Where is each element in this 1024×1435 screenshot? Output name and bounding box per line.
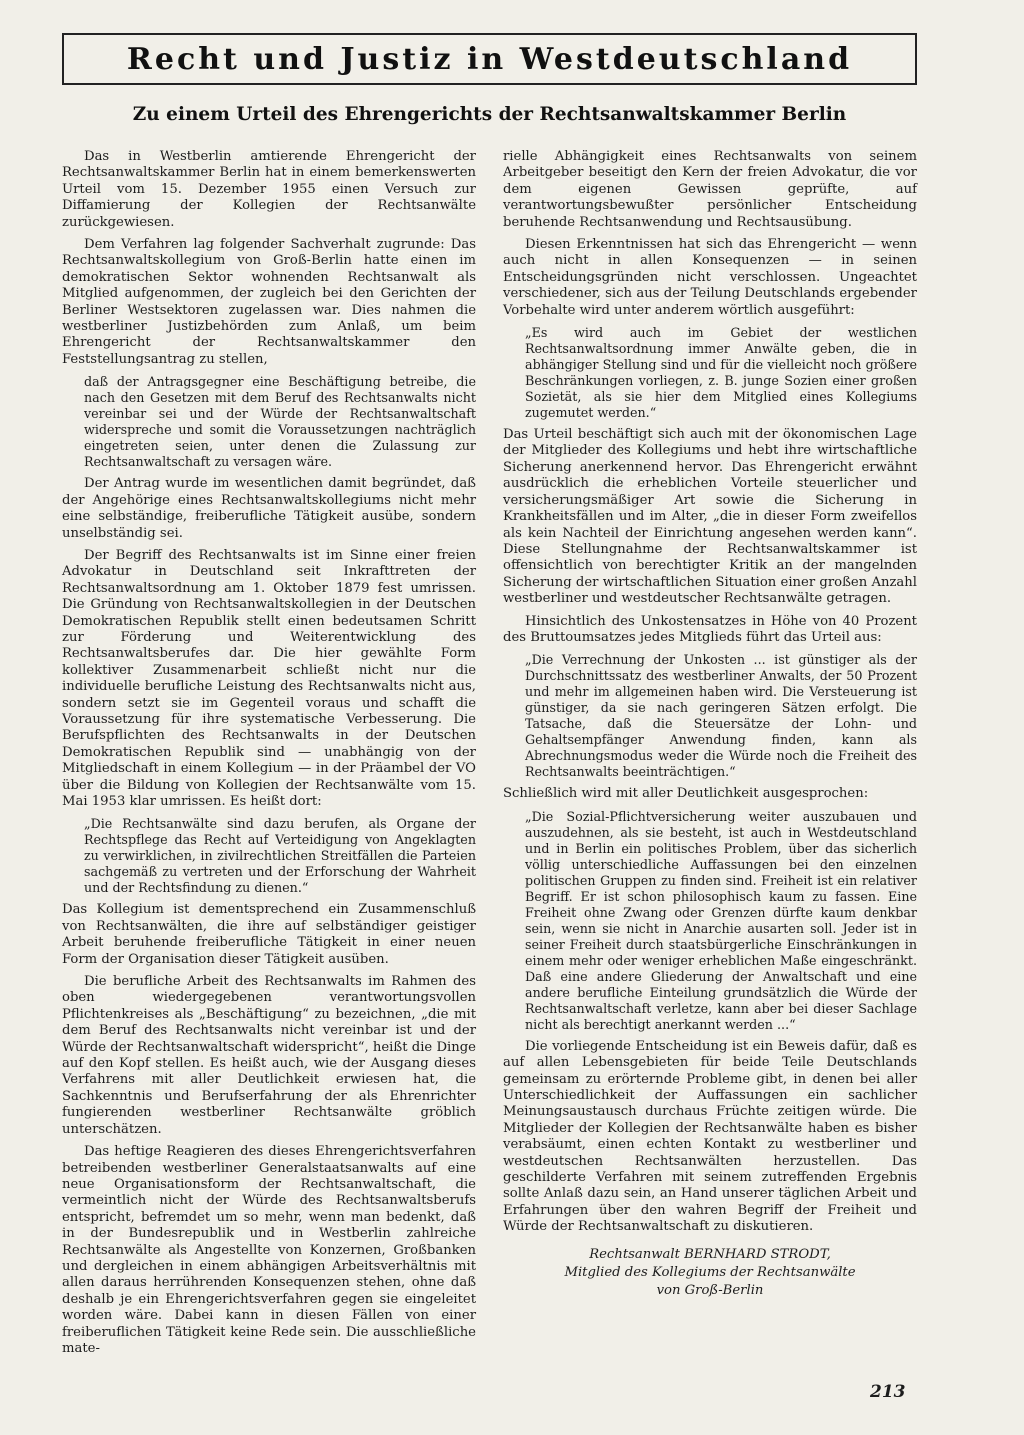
paragraph: Der Antrag wurde im wesentlichen damit begründet, daß der Angehörige eines Rechtsanwaltskollegiums nicht mehr eine selbständige, freiberufliche Tätigkeit ausübe, sondern unselbständig sei.	[62, 476, 476, 541]
right-column	[503, 149, 917, 1300]
title-frame	[62, 33, 917, 85]
signature-name: Rechtsanwalt BERNHARD STRODT,	[589, 1246, 831, 1262]
paragraph: Diesen Erkenntnissen hat sich das Ehrengericht — wenn auch nicht in allen Konsequenzen — in seinen Entscheidungsgründen nicht verschlossen. Ungeachtet verschiedener, sich aus der Teilung Deutschlands ergebender Vorbehalte wird unter anderem wörtlich ausgeführt:	[503, 237, 917, 318]
paragraph: Dem Verfahren lag folgender Sachverhalt zugrunde: Das Rechtsanwaltskollegium von Groß-Berlin hatte einen im demokratischen Sektor wohnenden Rechtsanwalt als Mitglied aufgenommen, der zugleich bei den Gerichten der Berliner Westsektoren zugelassen war. Dies nahmen die westberliner Justizbehörden zum Anlaß, um beim Ehrengericht der Rechtsanwaltskammer den Feststellungsantrag zu stellen,	[62, 237, 476, 367]
article-subtitle: Zu einem Urteil des Ehrengerichts der Rechtsanwaltskammer Berlin	[132, 104, 847, 125]
paragraph: Das Urteil beschäftigt sich auch mit der ökonomischen Lage der Mitglieder des Kollegiums und hebt ihre wirtschaftliche Sicherung anerkennend hervor. Das Ehrengericht erwähnt ausdrücklich die erheblichen Vorteile steuerlicher und versicherungsmäßiger Art sowie die Sicherung in Krankheitsfällen und im Alter, „die in dieser Form zweifellos als kein Nachteil der Einrichtung angesehen werden kann“. Diese Stellungnahme der Rechtsanwaltskammer ist offensichtlich von berechtigter Kritik an der mangelnden Sicherung der wirtschaftlichen Situation einer großen Anzahl westberliner und westdeutscher Rechtsanwälte getragen.	[503, 427, 917, 607]
paragraph: Die berufliche Arbeit des Rechtsanwalts im Rahmen des oben wiedergegebenen verantwortungsvollen Pflichtenkreises als „Beschäftigung“ zu bezeichnen, „die mit dem Beruf des Rechtsanwalts nicht vereinbar ist und der Würde der Rechtsanwaltschaft widerspricht“, heißt die Dinge auf den Kopf stellen. Es heißt auch, wie der Ausgang dieses Verfahrens mit aller Deutlichkeit erwiesen hat, die Sachkenntnis und Berufserfahrung der als Ehrenrichter fungierenden westberliner Rechtsanwälte gröblich unterschätzen.	[62, 974, 476, 1137]
paragraph: Schließlich wird mit aller Deutlichkeit ausgesprochen:	[503, 786, 869, 802]
page-number: 213	[870, 1382, 906, 1402]
paragraph: Das in Westberlin amtierende Ehrengericht der Rechtsanwaltskammer Berlin hat in einem bemerkenswerten Urteil vom 15. Dezember 1955 einen Versuch zur Diffamierung der Kollegien der Rechtsanwälte zurückgewiesen.	[62, 149, 476, 230]
signature-block	[503, 1246, 917, 1300]
quote-block: „Es wird auch im Gebiet der westlichen Rechtsanwaltsordnung immer Anwälte geben, die in abhängiger Stellung sind und für die vielleicht noch größere Beschränkungen vorliegen, z. B. junge Sozien einer großen Sozietät, als sie hier dem Mitglied eines Kollegiums zugemutet werden.“	[525, 325, 917, 421]
left-column	[62, 149, 476, 1363]
quote-block: „Die Rechtsanwälte sind dazu berufen, als Organe der Rechtspflege das Recht auf Verteidigung von Angeklagten zu verwirklichen, in zivilrechtlichen Streitfällen die Parteien sachgemäß zu vertreten und der Erforschung der Wahrheit und der Rechtsfindung zu dienen.“	[84, 816, 476, 896]
signature-city: von Groß-Berlin	[656, 1282, 764, 1298]
quote-block: „Die Sozial-Pflichtversicherung weiter auszubauen und auszudehnen, als sie besteht, ist auch in Westdeutschland und in Berlin ein politisches Problem, über das sicherlich völlig unterschiedliche Auffassungen bei den einzelnen politischen Gruppen zu finden sind. Freiheit ist ein relativer Begriff. Er ist schon philosophisch kaum zu fassen. Eine Freiheit ohne Zwang oder Grenzen dürfte kaum denkbar sein, wenn sie nicht in Anarchie ausarten soll. Jeder ist in seiner Freiheit durch staatsbürgerliche Einschränkungen in einem mehr oder weniger erheblichen Maße eingeschränkt. Daß eine andere Gliederung der Anwaltschaft und eine andere berufliche Einteilung grundsätzlich die Würde der Rechtsanwaltschaft verletze, kann aber bei dieser Sachlage nicht als berechtigt anerkannt werden ...“	[525, 808, 917, 1032]
page-title: Recht und Justiz in Westdeutschland	[126, 41, 853, 77]
paragraph: Hinsichtlich des Unkostensatzes in Höhe von 40 Prozent des Bruttoumsatzes jedes Mitglieds führt das Urteil aus:	[503, 613, 917, 645]
paragraph: Der Begriff des Rechtsanwalts ist im Sinne einer freien Advokatur in Deutschland seit Inkrafttreten der Rechtsanwaltsordnung am 1. Oktober 1879 fest umrissen. Die Gründung von Rechtsanwaltskollegien in der Deutschen Demokratischen Republik stellt einen bedeutsamen Schritt zur Förderung und Weiterentwicklung des Rechtsanwaltsberufes dar. Die hier gewählte Form kollektiver Zusammenarbeit schließt nicht nur die individuelle berufliche Leistung des Rechtsanwalts nicht aus, sondern setzt sie im Gegenteil voraus und schafft die Voraussetzung für ihre systematische Verbesserung. Die Berufspflichten des Rechtsanwalts in der Deutschen Demokratischen Republik sind — unabhängig von der Mitgliedschaft in einem Kollegium — in der Präambel der VO über die Bildung von Kollegien der Rechtsanwälte vom 15. Mai 1953 klar umrissen. Es heißt dort:	[62, 547, 476, 809]
paragraph: Das heftige Reagieren des dieses Ehrengerichtsverfahren betreibenden westberliner Generalstaatsanwalts auf eine neue Organisationsform der Rechtsanwaltschaft, die vermeintlich nicht der Würde des Rechtsanwaltsberufs entspricht, befremdet um so mehr, wenn man bedenkt, daß in der Bundesrepublik und in Westberlin zahlreiche Rechtsanwälte als Angestellte von Konzernen, Großbanken und dergleichen in einem abhängigen Arbeitsverhältnis mit allen daraus herrührenden Konsequenzen stehen, ohne daß deshalb je ein Ehrengerichtsverfahren gegen sie eingeleitet worden wäre. Dabei kann in diesen Fällen von einer freiberuflichen Tätigkeit keine Rede sein. Die ausschließliche mate-	[62, 1144, 476, 1356]
quote-block: daß der Antragsgegner eine Beschäftigung betreibe, die nach den Gesetzen mit dem Beruf des Rechtsanwalts nicht vereinbar sei und der Würde der Rechtsanwaltschaft widerspreche und somit die Voraussetzungen nachträglich eingetreten seien, unter denen die Zulassung zur Rechtsanwaltschaft zu versagen wäre.	[84, 374, 476, 470]
signature-affiliation: Mitglied des Kollegiums der Rechtsanwälte	[564, 1264, 856, 1280]
paragraph: rielle Abhängigkeit eines Rechtsanwalts von seinem Arbeitgeber beseitigt den Kern der freien Advokatur, die vor dem eigenen Gewissen geprüfte, auf verantwortungsbewußter persönlicher Entscheidung beruhende Rechtsanwendung und Rechtsausübung.	[503, 149, 917, 230]
paragraph: Die vorliegende Entscheidung ist ein Beweis dafür, daß es auf allen Lebensgebieten für beide Teile Deutschlands gemeinsam zu erörternde Probleme gibt, in denen bei aller Unterschiedlichkeit der Auffassungen ein sachlicher Meinungsaustausch durchaus Früchte zeitigen würde. Die Mitglieder der Kollegien der Rechtsanwälte haben es bisher verabsäumt, einen echten Kontakt zu westberliner und westdeutschen Rechtsanwälten herzustellen. Das geschilderte Verfahren mit seinem zutreffenden Ergebnis sollte Anlaß dazu sein, an Hand unserer täglichen Arbeit und Erfahrungen über den wahren Begriff der Freiheit und Würde der Rechtsanwaltschaft zu diskutieren.	[503, 1038, 917, 1235]
paragraph: Das Kollegium ist dementsprechend ein Zusammenschluß von Rechtsanwälten, die ihre auf selbständiger geistiger Arbeit beruhende freiberufliche Tätigkeit in einer neuen Form der Organisation dieser Tätigkeit ausüben.	[62, 902, 476, 967]
quote-block: „Die Verrechnung der Unkosten ... ist günstiger als der Durchschnittssatz des westberliner Anwalts, der 50 Prozent und mehr im allgemeinen haben wird. Die Versteuerung ist günstiger, da sie nach geringeren Sätzen erfolgt. Die Tatsache, daß die Steuersätze der Lohn- und Gehaltsempfänger Anwendung finden, kann als Abrechnungsmodus weder die Würde noch die Freiheit des Rechtsanwalts beeinträchtigen.“	[525, 652, 917, 780]
